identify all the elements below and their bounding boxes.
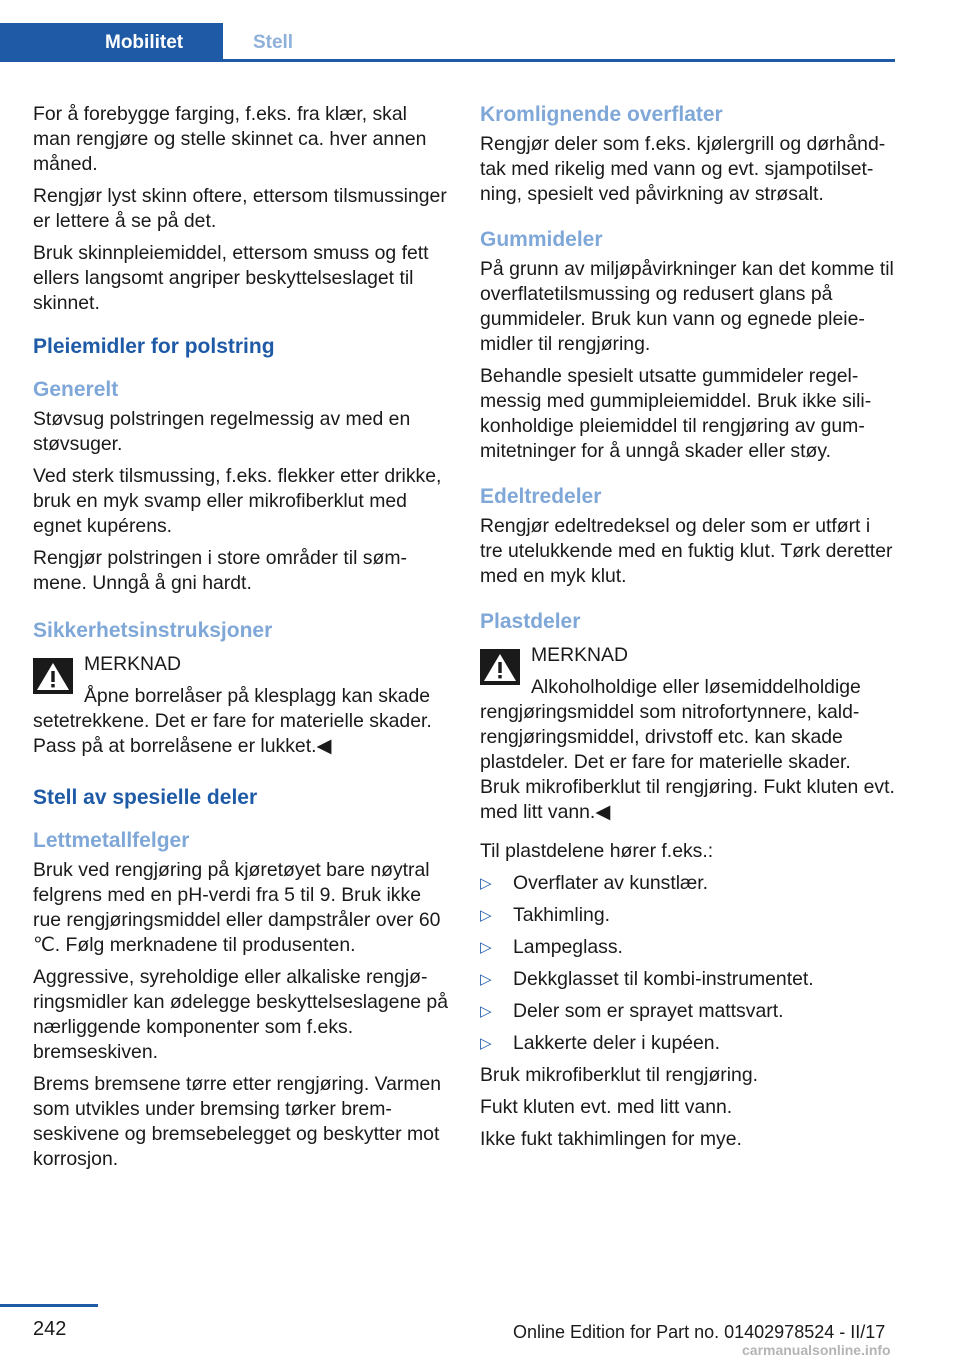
list-item: ▷ Lampeglass. xyxy=(480,936,623,958)
header-tabs xyxy=(0,0,895,62)
note-text: Åpne borrelåser på klesplagg kan skade setetrekkene. Det er fare for materielle skader. Pass på at borrelåsene er lukket.◀ xyxy=(33,685,432,757)
paragraph: Brems bremsene tørre etter rengjøring. Varmen som utvikles under bremsing tørker bremseskivene og bremsebelegget og beskytter mot korrosjon. xyxy=(33,1073,442,1170)
warning-note xyxy=(33,652,448,759)
section-heading-spesielle: Stell av spesielle deler xyxy=(33,786,258,809)
paragraph: Ved sterk tilsmussing, f.eks. flekker etter drikke, bruk en myk svamp eller mikrofiberklut med egnet kupérens. xyxy=(33,465,442,537)
triangle-bullet-icon: ▷ xyxy=(480,907,492,924)
section-heading-polstring: Pleiemidler for polstring xyxy=(33,335,275,358)
list-item: ▷ Overflater av kunstlær. xyxy=(480,872,709,894)
paragraph: Til plastdelene hører f.eks.: xyxy=(480,840,714,862)
subheading-plast: Plastdeler xyxy=(480,610,581,633)
paragraph: Bruk skinnpleiemiddel, ettersom smuss og fett ellers langsomt angriper beskyttelseslaget til skinnet. xyxy=(33,242,429,314)
warning-triangle-icon xyxy=(33,658,73,694)
left-column xyxy=(33,102,448,1179)
edition-note: Online Edition for Part no. 01402978524 - II/17 xyxy=(513,1322,886,1342)
right-column xyxy=(480,102,895,1159)
paragraph: Rengjør edeltredeksel og deler som er utført i tre utelukkende med en fuktig klut. Tørk deretter med en myk klut. xyxy=(480,515,893,587)
subheading-generelt: Generelt xyxy=(33,378,119,401)
paragraph: Bruk mikrofiberklut til rengjøring. xyxy=(480,1064,759,1086)
paragraph: Rengjør lyst skinn oftere, ettersom tilsmussinger er lettere å se på det. xyxy=(33,185,447,232)
page-number: 242 xyxy=(33,1318,67,1340)
triangle-bullet-icon: ▷ xyxy=(480,939,492,956)
paragraph: Aggressive, syreholdige eller alkaliske rengjøringsmidler kan ødelegge beskyttelseslagene på nærliggende komponenter som f.eks. bremseskiven. xyxy=(33,966,448,1063)
watermark: carmanualsonline.info xyxy=(742,1342,891,1358)
paragraph: Rengjør deler som f.eks. kjølergrill og dørhåndtak med rikelig med vann og evt. sjampotilsetning, spesielt ved påvirkning av strøsalt. xyxy=(480,133,886,205)
triangle-bullet-icon: ▷ xyxy=(480,1035,492,1052)
paragraph: Bruk ved rengjøring på kjøretøyet bare nøytral felgrens med en pH-verdi fra 5 til 9. Bruk ikke rue rengjøringsmiddel eller dampstråler over 60 ℃. Følg merknadene til produsenten. xyxy=(33,859,441,956)
warning-triangle-icon xyxy=(480,649,520,685)
bullet-list xyxy=(480,871,895,1056)
subheading-gummi: Gummideler xyxy=(480,228,603,251)
triangle-bullet-icon: ▷ xyxy=(480,971,492,988)
list-item: ▷ Takhimling. xyxy=(480,904,610,926)
paragraph: Støvsug polstringen regelmessig av med en støvsuger. xyxy=(33,408,411,455)
triangle-bullet-icon: ▷ xyxy=(480,875,492,892)
subheading-edeltre: Edeltredeler xyxy=(480,485,602,508)
note-title: MERKNAD xyxy=(84,653,181,675)
paragraph: Fukt kluten evt. med litt vann. xyxy=(480,1096,733,1118)
paragraph: Behandle spesielt utsatte gummideler regelmessig med gummipleiemiddel. Bruk ikke silikonholdige pleiemiddel til rengjøring av gummitetninger for å unngå skader eller støy. xyxy=(480,365,872,462)
tab-stell[interactable]: Stell xyxy=(223,23,323,59)
tab-mobilitet[interactable]: Mobilitet xyxy=(0,23,223,59)
paragraph: Ikke fukt takhimlingen for mye. xyxy=(480,1128,742,1150)
note-text: Alkoholholdige eller løsemiddelholdige rengjøringsmiddel som nitrofortynnere, kaldrengjøringsmiddel, drivstoff etc. kan skade plastdeler. Det er fare for materielle skader. Bruk mikrofiberklut til rengjøring. Fukt kluten evt. med litt vann.◀ xyxy=(480,676,895,823)
header-rule xyxy=(0,59,895,62)
subheading-krom: Kromlignende overflater xyxy=(480,103,723,126)
paragraph: For å forebygge farging, f.eks. fra klær, skal man rengjøre og stelle skinnet ca. hver annen måned. xyxy=(33,103,427,175)
list-item: ▷ Lakkerte deler i kupéen. xyxy=(480,1032,720,1054)
note-title: MERKNAD xyxy=(531,644,628,666)
triangle-bullet-icon: ▷ xyxy=(480,1003,492,1020)
subheading-lettmetall: Lettmetallfelger xyxy=(33,829,190,852)
footer-rule xyxy=(0,1304,98,1307)
list-item: ▷ Deler som er sprayet mattsvart. xyxy=(480,1000,784,1022)
list-item: ▷ Dekkglasset til kombi-instrumentet. xyxy=(480,968,814,990)
paragraph: På grunn av miljøpåvirkninger kan det komme til overflatetilsmussing og redusert glans på gummideler. Bruk kun vann og egnede pleiemidler til rengjøring. xyxy=(480,258,894,355)
paragraph: Rengjør polstringen i store områder til sømmene. Unngå å gni hardt. xyxy=(33,547,407,594)
subheading-sikkerhet: Sikkerhetsinstruksjoner xyxy=(33,619,273,642)
warning-note xyxy=(480,643,895,825)
